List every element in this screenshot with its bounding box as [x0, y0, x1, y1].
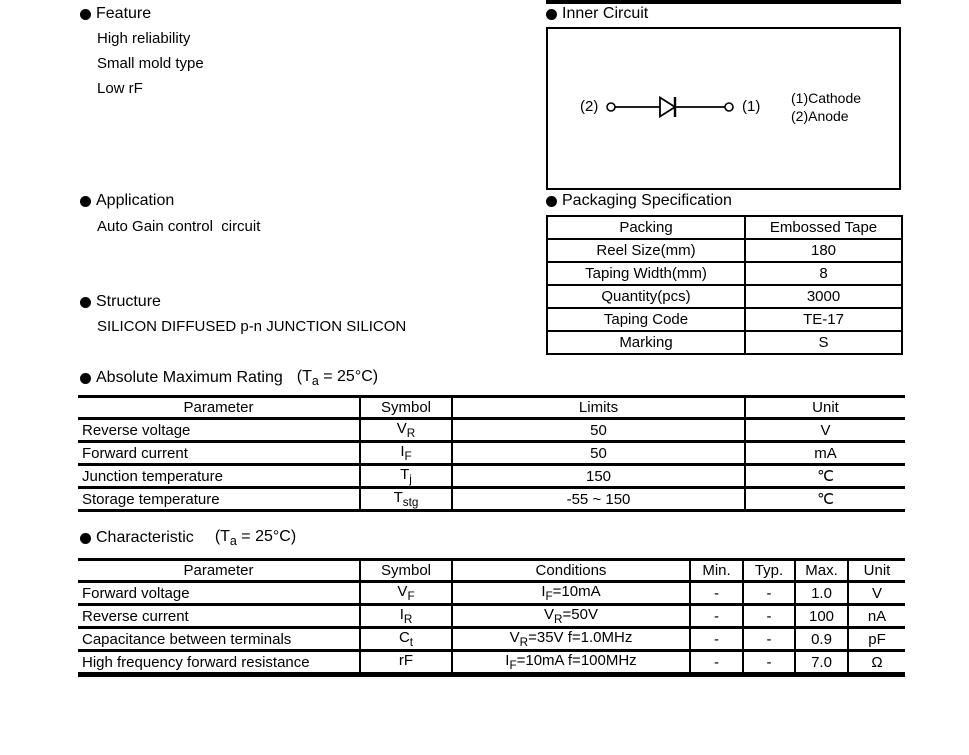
header-max: Max. [795, 560, 848, 582]
table-row [547, 262, 902, 285]
absolute-maximum-rating-table [78, 395, 905, 512]
feature-title-text: Feature [96, 5, 152, 22]
unit-cell: nA [848, 605, 905, 628]
max-cell: 0.9 [795, 628, 848, 651]
limits-cell: 150 [452, 465, 745, 488]
abs-max-condition: $(T_a = 25^\circ C)$ [296, 368, 379, 389]
header-symbol: Symbol [360, 397, 452, 419]
limits-cell: -55 ~ 150 [452, 488, 745, 511]
table-header-row [78, 560, 905, 582]
max-cell: 1.0 [795, 582, 848, 605]
parameter-cell: Forward current [78, 442, 360, 465]
bullet-icon [80, 533, 91, 544]
header-conditions: Conditions [452, 560, 690, 582]
symbol-cell: $T_j$ [360, 465, 452, 488]
limits-cell: 50 [452, 442, 745, 465]
application-item: Auto Gain control circuit [97, 218, 261, 235]
cathode-legend: (1)Cathode [791, 90, 862, 106]
bullet-icon [80, 373, 91, 384]
symbol-cell: rF [360, 651, 452, 675]
application-title-text: Application [96, 192, 175, 209]
header-parameter: Parameter [78, 397, 360, 419]
structure-title-text: Structure [96, 293, 161, 310]
parameter-cell: Forward voltage [78, 582, 360, 605]
symbol-cell: $I_F$ [360, 442, 452, 465]
header-unit: Unit [848, 560, 905, 582]
table-row [547, 331, 902, 354]
pin-2-label: (2) [580, 98, 599, 115]
feature-item: Low rF [97, 80, 143, 97]
feature-section-title [80, 5, 151, 23]
bullet-icon [80, 297, 91, 308]
conditions-cell: $V_R=35V$ f=1.0MHz [452, 628, 690, 651]
table-header-row [78, 397, 905, 419]
feature-item: Small mold type [97, 55, 204, 72]
bullet-icon [546, 9, 557, 20]
table-row [547, 216, 902, 239]
reel-size-label: Reel Size(mm) [547, 239, 745, 262]
taping-width-label: Taping Width(mm) [547, 262, 745, 285]
parameter-cell: Reverse current [78, 605, 360, 628]
pin-1-label: (1) [742, 98, 761, 115]
unit-cell: Ω [848, 651, 905, 675]
unit-cell: ℃ [745, 465, 905, 488]
taping-code-label: Taping Code [547, 308, 745, 331]
packaging-title-text: Packaging Specification [562, 192, 732, 209]
max-cell: 7.0 [795, 651, 848, 675]
min-cell: - [690, 605, 743, 628]
symbol-cell: $V_F$ [360, 582, 452, 605]
table-row [78, 419, 905, 442]
conditions-cell: $I_F=10mA$ f=100MHz [452, 651, 690, 675]
table-row [78, 605, 905, 628]
table-row [78, 488, 905, 511]
unit-cell: mA [745, 442, 905, 465]
header-parameter: Parameter [78, 560, 360, 582]
table-row [78, 582, 905, 605]
header-unit: Unit [745, 397, 905, 419]
packing-label: Packing [547, 216, 745, 239]
packaging-section-title [546, 192, 732, 210]
quantity-value: 3000 [745, 285, 902, 308]
inner-circuit-box [546, 27, 901, 190]
top-rule [546, 0, 901, 4]
parameter-cell: Reverse voltage [78, 419, 360, 442]
max-cell: 100 [795, 605, 848, 628]
typ-cell: - [743, 605, 795, 628]
marking-value: S [745, 331, 902, 354]
taping-width-value: 8 [745, 262, 902, 285]
table-row [78, 465, 905, 488]
header-min: Min. [690, 560, 743, 582]
application-section-title [80, 192, 174, 210]
min-cell: - [690, 582, 743, 605]
parameter-cell: High frequency forward resistance [78, 651, 360, 675]
marking-label: Marking [547, 331, 745, 354]
bullet-icon [546, 196, 557, 207]
conditions-cell: $I_F=10mA$ [452, 582, 690, 605]
unit-cell: ℃ [745, 488, 905, 511]
min-cell: - [690, 628, 743, 651]
conditions-cell: $V_R=50V$ [452, 605, 690, 628]
table-row [547, 285, 902, 308]
packing-value: Embossed Tape [745, 216, 902, 239]
symbol-cell: $I_R$ [360, 605, 452, 628]
taping-code-value: TE-17 [745, 308, 902, 331]
parameter-cell: Storage temperature [78, 488, 360, 511]
quantity-label: Quantity(pcs) [547, 285, 745, 308]
characteristic-condition: $(T_a = 25^\circ C)$ [214, 528, 297, 549]
characteristic-title-text: Characteristic [96, 529, 194, 547]
anode-legend: (2)Anode [791, 108, 849, 124]
diode-symbol-icon [605, 93, 735, 121]
abs-max-section-title [80, 368, 378, 388]
abs-max-title-text: Absolute Maximum Rating [96, 369, 283, 387]
unit-cell: pF [848, 628, 905, 651]
table-row [78, 442, 905, 465]
inner-circuit-title-text: Inner Circuit [562, 5, 649, 22]
symbol-cell: $T_{stg}$ [360, 488, 452, 511]
typ-cell: - [743, 651, 795, 675]
unit-cell: V [848, 582, 905, 605]
header-limits: Limits [452, 397, 745, 419]
unit-cell: V [745, 419, 905, 442]
limits-cell: 50 [452, 419, 745, 442]
inner-circuit-section-title [546, 5, 648, 23]
symbol-cell: $V_R$ [360, 419, 452, 442]
table-row [78, 628, 905, 651]
structure-section-title [80, 293, 161, 311]
structure-item: SILICON DIFFUSED p-n JUNCTION SILICON [97, 318, 407, 335]
reel-size-value: 180 [745, 239, 902, 262]
symbol-cell: $C_t$ [360, 628, 452, 651]
typ-cell: - [743, 628, 795, 651]
characteristic-table [78, 558, 905, 677]
parameter-cell: Junction temperature [78, 465, 360, 488]
characteristic-section-title [80, 528, 296, 548]
bullet-icon [80, 9, 91, 20]
typ-cell: - [743, 582, 795, 605]
feature-item: High reliability [97, 30, 191, 47]
table-row [547, 239, 902, 262]
header-typ: Typ. [743, 560, 795, 582]
table-row [547, 308, 902, 331]
min-cell: - [690, 651, 743, 675]
header-symbol: Symbol [360, 560, 452, 582]
table-row [78, 651, 905, 675]
packaging-table [546, 215, 903, 355]
parameter-cell: Capacitance between terminals [78, 628, 360, 651]
bullet-icon [80, 196, 91, 207]
